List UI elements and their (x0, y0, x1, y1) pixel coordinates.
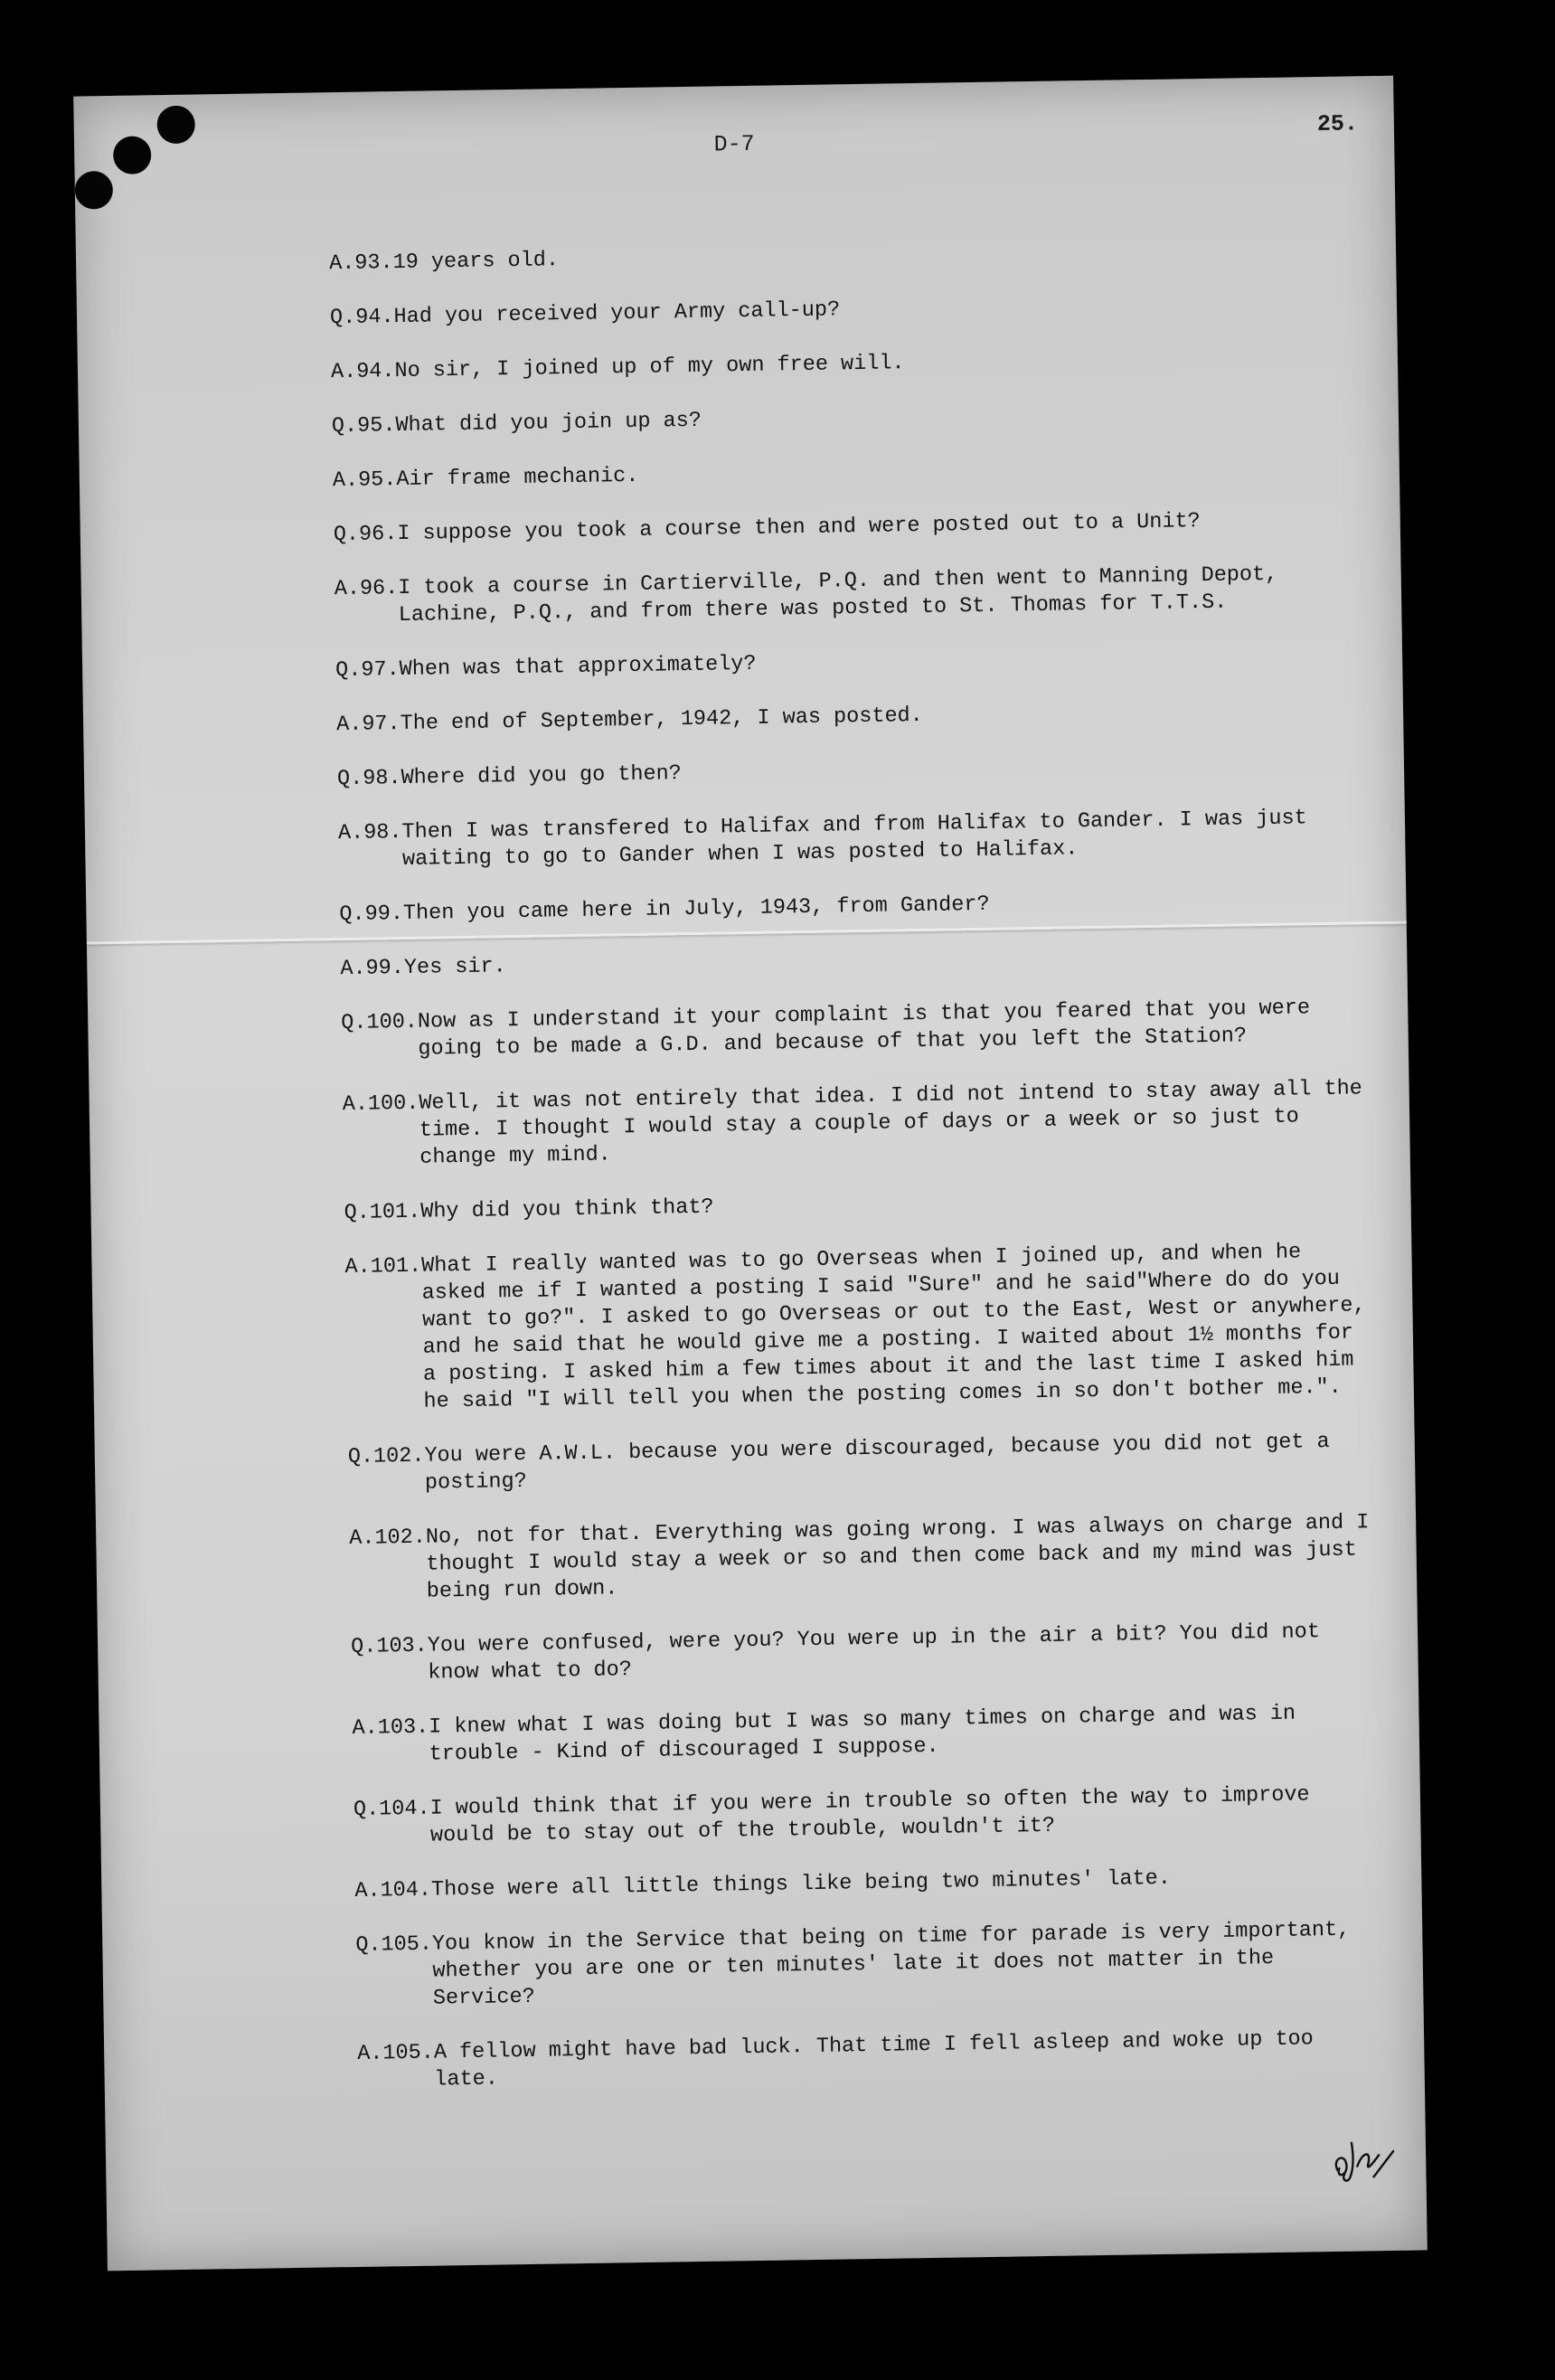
punch-hole (75, 171, 114, 210)
entry-text: Yes sir. (403, 954, 506, 980)
entry-text: Then you came here in July, 1943, from Gander? (402, 892, 990, 926)
entry-text: No sir, I joined up of my own free will. (394, 351, 905, 384)
entry-text: I suppose you took a course then and were posted out to a Unit? (397, 509, 1201, 547)
entry-number: A.102. (349, 1525, 427, 1552)
answer-entry (331, 343, 1362, 386)
question-entry (332, 397, 1362, 440)
question-entry (353, 1780, 1385, 1851)
answer-entry (352, 1699, 1383, 1770)
answer-entry (338, 804, 1370, 874)
punch-hole (156, 106, 195, 145)
signature-initials (1326, 2124, 1400, 2188)
document-page (73, 76, 1428, 2271)
entry-text: You were A.W.L. because you were discouraged, because you did not get a posting? (424, 1429, 1330, 1496)
transcript-body (329, 234, 1389, 2122)
entry-number: A.99. (340, 955, 405, 982)
question-entry (334, 505, 1364, 549)
entry-number: Q.101. (344, 1199, 421, 1226)
entry-number: Q.98. (336, 766, 401, 792)
entry-text: Air frame mechanic. (396, 463, 639, 493)
answer-entry (357, 2025, 1389, 2095)
entry-number: Q.99. (339, 901, 404, 928)
entry-text: Well, it was not entirely that idea. I did not intend to stay away all the time. I thought I would stay a couple of days or a week or so just to change my mind. (419, 1076, 1363, 1170)
entry-text: No, not for that. Everything was going wrong. I was always on charge and I thought I would stay a week or so and then come back and my mind was just being run down. (425, 1510, 1370, 1604)
entry-text: A fellow might have bad luck. That time I fell asleep and woke up too late. (433, 2026, 1315, 2092)
entry-number: A.96. (334, 576, 399, 602)
entry-text: I took a course in Cartierville, P.Q. and then went to Manning Depot, Lachine, P.Q., and from there was posted to St. Thomas for T.T.S. (398, 562, 1278, 628)
answer-entry (344, 1238, 1378, 1417)
answer-entry (354, 1862, 1385, 1905)
entry-text: Where did you go then? (401, 761, 683, 791)
entry-number: A.103. (352, 1714, 429, 1741)
answer-entry (349, 1509, 1381, 1607)
entry-number: A.100. (342, 1091, 419, 1118)
entry-text: When was that approximately? (399, 651, 757, 683)
entry-number: A.94. (330, 359, 395, 385)
entry-text: I would think that if you were in trouble so often the way to improve would be to stay out of the trouble, wouldn't it? (429, 1782, 1310, 1848)
question-entry (335, 641, 1366, 685)
entry-number: Q.104. (353, 1796, 430, 1822)
entry-text: You know in the Service that being on time for parade is very important, whether you are one or ten minutes' late it does not matter in the Service? (431, 1917, 1351, 2011)
entry-number: Q.102. (347, 1443, 425, 1470)
entry-number: Q.100. (341, 1009, 419, 1036)
entry-number: Q.97. (335, 657, 400, 684)
entry-text: I knew what I was doing but I was so many times on charge and was in trouble - Kind of discouraged I suppose. (428, 1701, 1296, 1767)
entry-number: Q.94. (329, 305, 394, 331)
entry-text: Why did you think that? (420, 1195, 714, 1224)
entry-number: A.95. (332, 468, 397, 494)
entry-text: Had you received your Army call-up? (393, 298, 841, 330)
entry-text: 19 years old. (392, 248, 560, 276)
entry-number: Q.95. (331, 413, 396, 439)
entry-number: A.97. (335, 712, 401, 738)
answer-entry (335, 560, 1366, 630)
question-entry (339, 885, 1370, 929)
page-number: 25. (1316, 110, 1359, 138)
entry-number: A.101. (344, 1253, 422, 1280)
entry-text: Now as I understand it your complaint is that you feared that you were going to be made a G.D. and because of that you left the Station? (417, 996, 1311, 1062)
entry-number: A.104. (354, 1877, 432, 1903)
answer-entry (343, 1075, 1374, 1173)
entry-number: Q.96. (333, 522, 398, 548)
question-entry (337, 750, 1368, 793)
entry-number: A.98. (337, 820, 402, 846)
answer-entry (336, 695, 1367, 739)
entry-text: You were confused, were you? You were up in the air a bit? You did not know what to do? (427, 1620, 1321, 1686)
entry-text: Then I was transfered to Halifax and from Halifax to Gander. I was just waiting to go to Gander when I was posted to Halifax. (401, 806, 1307, 873)
entry-number: Q.105. (355, 1931, 433, 1958)
entry-text: What did you join up as? (395, 408, 702, 439)
entry-number: A.105. (357, 2040, 435, 2066)
question-entry (351, 1618, 1382, 1688)
entry-text: Those were all little things like being two minutes' late. (430, 1865, 1172, 1903)
entry-text: What I really wanted was to go Overseas when I joined up, and when he asked me if I wanted a posting I said "Sure" and he said"Where do do you want to go?". I asked to go Overseas or out to the East, West or anywhere, and he said that he would give me a posting. I waited about 1½ months for a posting. I asked him a few times about it and the last time I asked him he said "I will tell you when the posting comes in so don't bother me.". (420, 1240, 1366, 1414)
question-entry (355, 1916, 1387, 2014)
entry-text: The end of September, 1942, I was posted. (400, 703, 924, 737)
answer-entry (340, 940, 1371, 983)
answer-entry (333, 451, 1363, 495)
entry-number: A.93. (328, 250, 393, 277)
question-entry (330, 288, 1361, 332)
document-code: D-7 (713, 130, 755, 158)
question-entry (341, 994, 1372, 1064)
entry-number: Q.103. (350, 1633, 429, 1660)
question-entry (348, 1428, 1380, 1498)
question-entry (344, 1184, 1374, 1227)
answer-entry (329, 234, 1360, 278)
